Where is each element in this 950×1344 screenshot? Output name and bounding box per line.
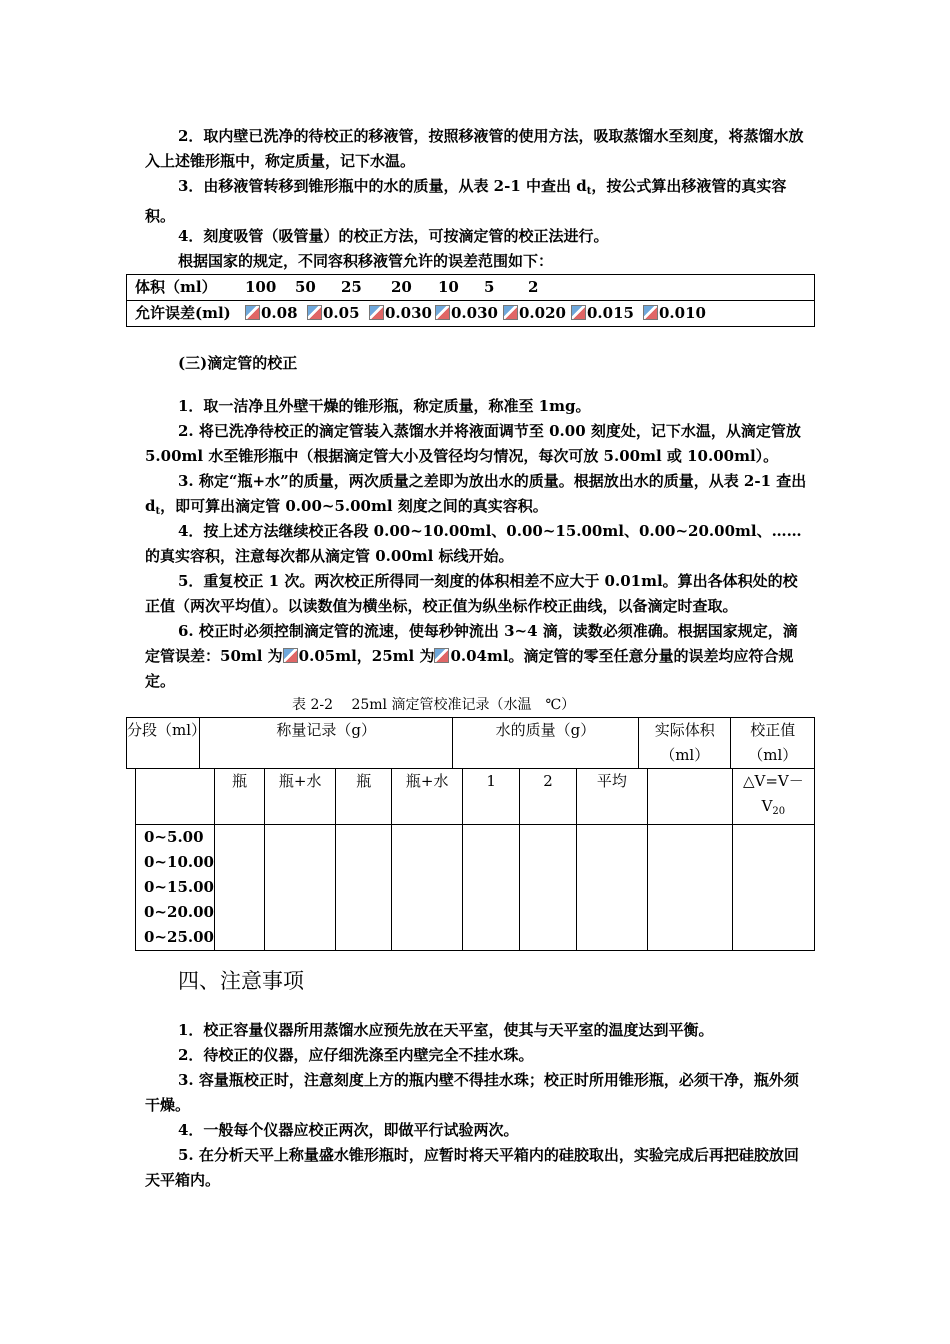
- record-table-body: [135, 768, 815, 951]
- segment-list: [136, 825, 215, 951]
- burette-step-6: 6. 校正时必须控制滴定管的流速，使每秒钟流出 3~4 滴，读数必须准确。根据国家规定，滴定管误差：50ml 为 0.05ml，25ml 为 0.04ml。滴定管的零至任意分量的误差均应符合规定。: [145, 622, 798, 690]
- subheader-bottle-water: 瓶+水: [265, 769, 336, 825]
- burette-step-3: 3. 称定“瓶+水”的质量，两次质量之差即为放出水的质量。根据放出水的质量，从表 2-1 查出 $d_t$，即可算出滴定管 0.00~5.00ml 刻度之间的真实容积。: [145, 472, 807, 517]
- burette-step-5: 5．重复校正 1 次。两次校正所得同一刻度的体积相差不应大于 0.01ml。算出各体积处的校正值（两次平均值）。以读数值为横坐标，校正值为纵坐标作校正曲线，以备滴定时查取。: [145, 572, 798, 615]
- note-item: 5. 在分析天平上称量盛水锥形瓶时，应暂时将天平箱内的硅胶取出，实验完成后再把硅胶放回天平箱内。: [145, 1146, 799, 1189]
- segment-item: 0~25.00: [144, 928, 214, 946]
- segment-item: 0~20.00: [144, 903, 214, 921]
- error-value: 0.010: [659, 304, 706, 322]
- note-item: 1．校正容量仪器所用蒸馏水应预先放在天平室，使其与天平室的温度达到平衡。: [178, 1021, 714, 1039]
- plus-minus-icon: [503, 305, 518, 320]
- volume-label: 体积（ml）: [135, 278, 217, 296]
- pipette-step-3: 3．由移液管转移到锥形瓶中的水的质量，从表 2-1 中查出 $d_t$，按公式算出移液管的真实容积。: [145, 177, 787, 225]
- plus-minus-icon: [307, 305, 322, 320]
- note-item: 4．一般每个仪器应校正两次，即做平行试验两次。: [178, 1121, 519, 1139]
- error-value: 0.030: [385, 304, 432, 322]
- volume-value: 5: [484, 278, 495, 296]
- error-value: 0.020: [519, 304, 566, 322]
- error-row: [127, 301, 815, 327]
- plus-minus-icon: [245, 305, 260, 320]
- volume-value: 25: [341, 278, 362, 296]
- burette-step-4: 4．按上述方法继续校正各段 0.00~10.00ml、0.00~15.00ml、0.00~20.00ml、……的真实容积，注意每次都从滴定管 0.00ml 标线开始。: [145, 522, 802, 565]
- plus-minus-icon: [369, 305, 384, 320]
- record-table-caption: 表 2-2 25ml 滴定管校准记录（水温 ℃）: [292, 697, 576, 713]
- header-weighing: 称量记录（g）: [200, 718, 452, 769]
- pipette-note: 根据国家的规定，不同容积移液管允许的误差范围如下：: [178, 252, 554, 270]
- note-item: 3. 容量瓶校正时，注意刻度上方的瓶内壁不得挂水珠；校正时所用锥形瓶，必须干净，瓶外须干燥。: [145, 1071, 799, 1114]
- header-water-mass: 水的质量（g）: [452, 718, 638, 769]
- notes-section-title: 四、注意事项: [178, 969, 304, 993]
- plus-minus-icon: [283, 648, 298, 663]
- pipette-step-2: 2．取内壁已洗净的待校正的移液管，按照移液管的使用方法，吸取蒸馏水至刻度，将蒸馏水放入上述锥形瓶中，称定质量，记下水温。: [145, 127, 804, 170]
- plus-minus-icon: [434, 648, 449, 663]
- error-label: 允许误差(ml): [135, 304, 231, 322]
- subheader-delta: $\triangle V=V-V_{20}$: [732, 769, 814, 825]
- subheader-bottle-water: 瓶+水: [392, 769, 463, 825]
- error-value: 0.08: [261, 304, 298, 322]
- subheader-trial-1: 1: [463, 769, 520, 825]
- subheader-bottle: 瓶: [214, 769, 264, 825]
- plus-minus-icon: [643, 305, 658, 320]
- plus-minus-icon: [435, 305, 450, 320]
- segment-item: 0~5.00: [144, 828, 204, 846]
- plus-minus-icon: [571, 305, 586, 320]
- volume-value: 100: [245, 278, 277, 296]
- burette-step-2: 2. 将已洗净待校正的滴定管装入蒸馏水并将液面调节至 0.00 刻度处，记下水温，从滴定管放 5.00ml 水至锥形瓶中（根据滴定管大小及管径均匀情况，每次可放 5.00ml 或 10.00ml）。: [145, 422, 801, 465]
- subheader-trial-2: 2: [520, 769, 577, 825]
- note-item: 2．待校正的仪器，应仔细洗涤至内壁完全不挂水珠。: [178, 1046, 534, 1064]
- tolerance-table: [126, 274, 815, 327]
- error-value: 0.05: [323, 304, 360, 322]
- burette-section-title: (三)滴定管的校正: [178, 354, 298, 372]
- volume-value: 10: [438, 278, 459, 296]
- volume-row: [127, 275, 815, 301]
- segment-item: 0~10.00: [144, 853, 214, 871]
- pipette-step-4: 4．刻度吸管（吸管量）的校正方法，可按滴定管的校正法进行。: [178, 227, 609, 245]
- record-table-header: [126, 717, 815, 769]
- segment-item: 0~15.00: [144, 878, 214, 896]
- volume-value: 20: [391, 278, 412, 296]
- header-actual-volume: 实际体积（ml）: [638, 718, 731, 769]
- volume-value: 2: [528, 278, 539, 296]
- burette-step-1: 1．取一洁净且外壁干燥的锥形瓶，称定质量，称准至 1mg。: [178, 397, 591, 415]
- subheader-bottle: 瓶: [336, 769, 392, 825]
- volume-value: 50: [295, 278, 316, 296]
- error-value: 0.030: [451, 304, 498, 322]
- subheader-average: 平均: [577, 769, 648, 825]
- header-correction: 校正值（ml）: [731, 718, 815, 769]
- header-segment: 分段（ml）: [127, 718, 200, 769]
- error-value: 0.015: [587, 304, 634, 322]
